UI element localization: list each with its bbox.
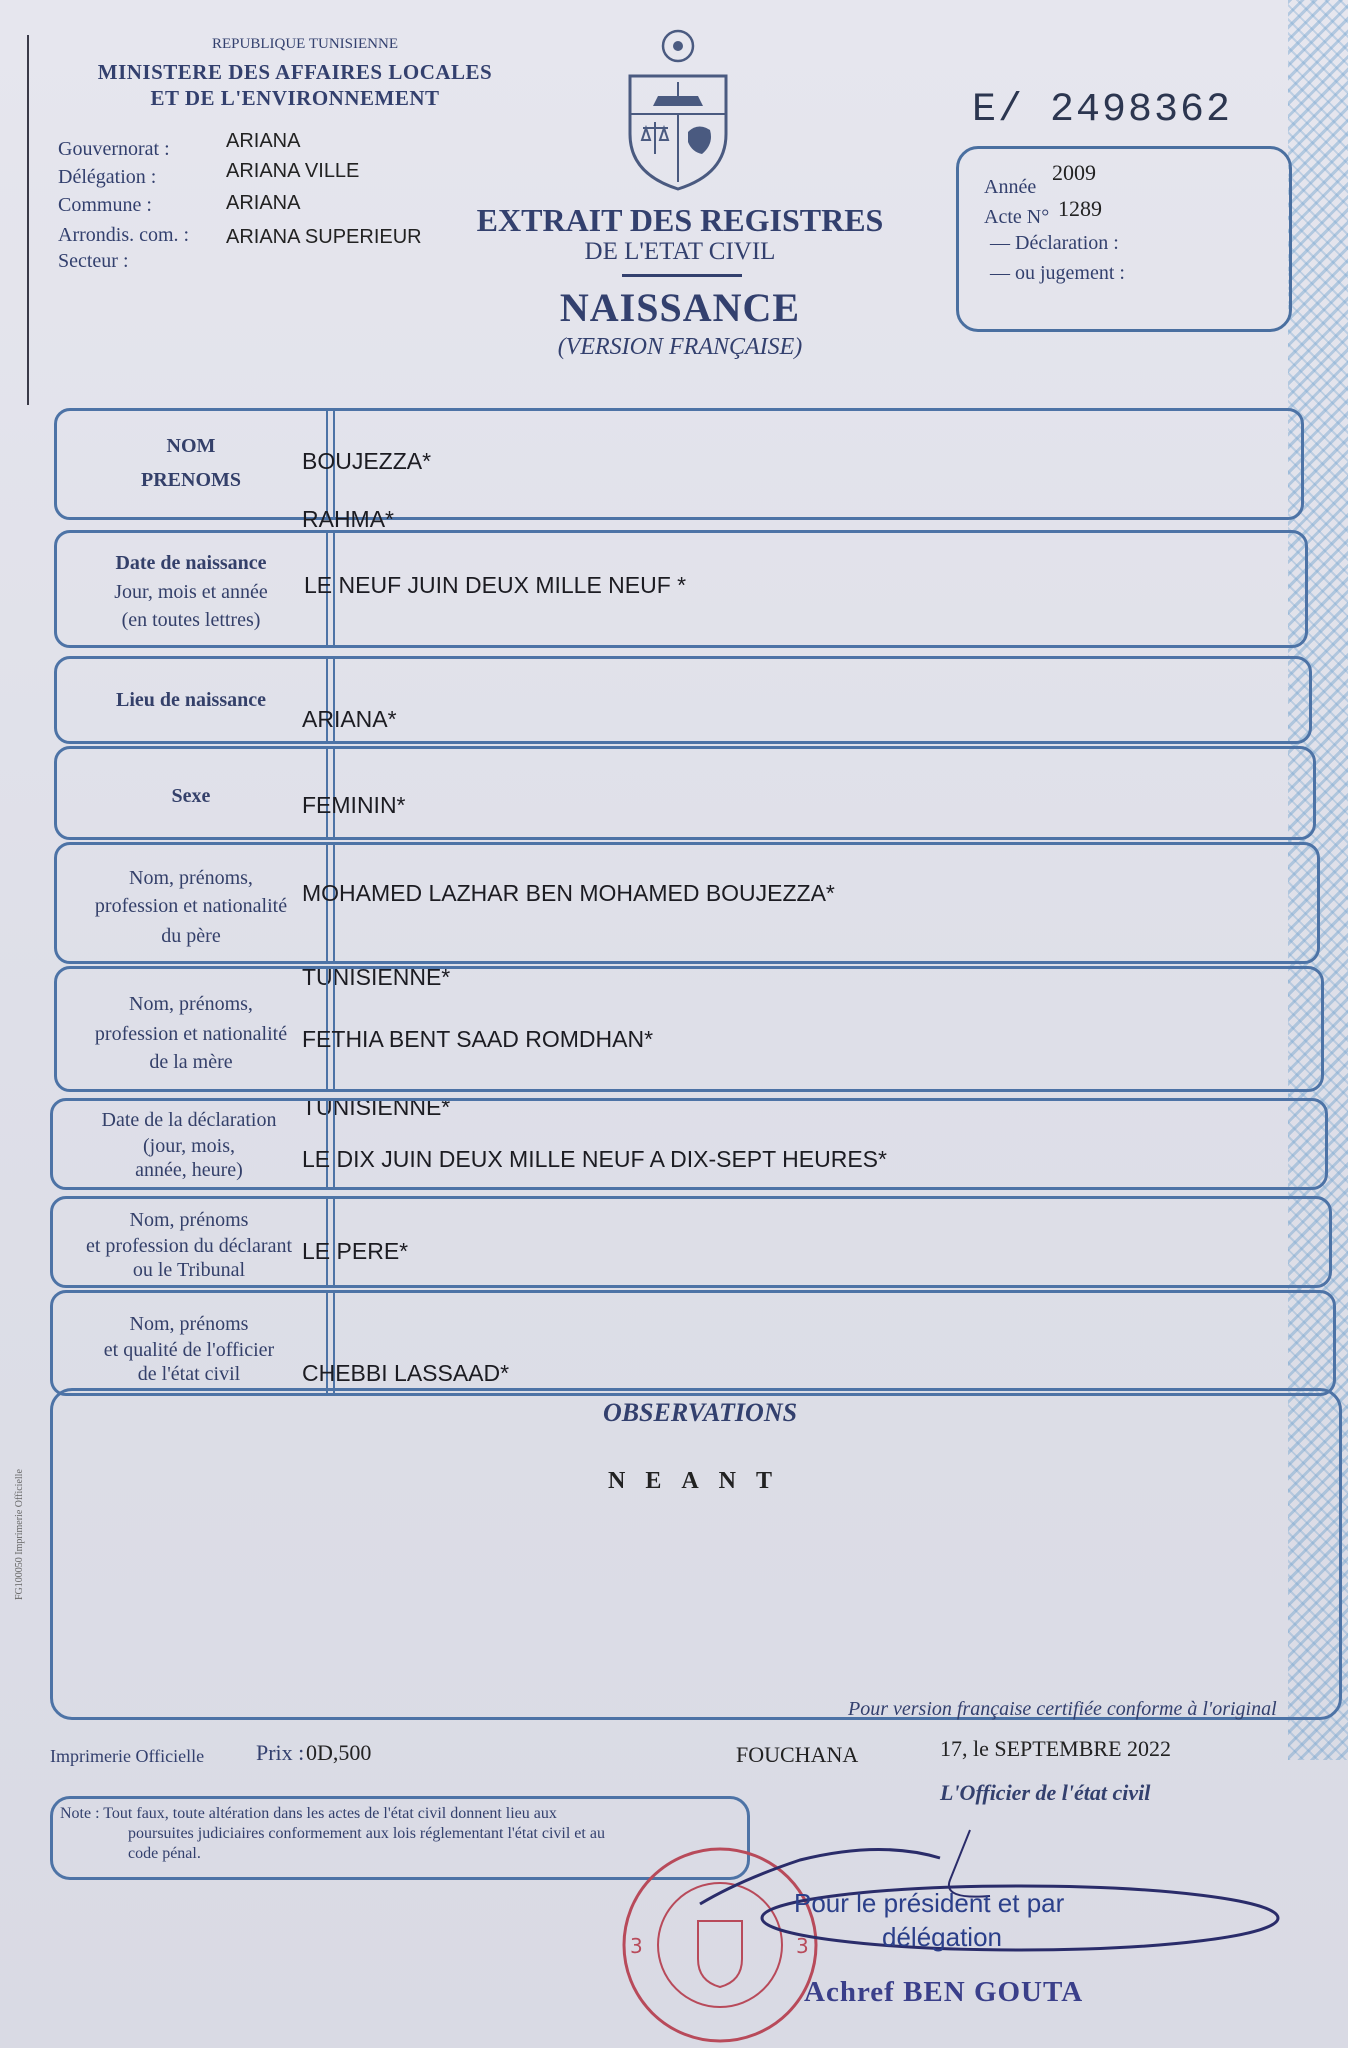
republic-heading: REPUBLIQUE TUNISIENNE bbox=[212, 36, 398, 52]
declaration-date-label-line1: Date de la déclaration bbox=[101, 1109, 277, 1131]
officier-label-line2: et qualité de l'officier bbox=[103, 1339, 275, 1361]
mere-label-line3: de la mère bbox=[149, 1051, 233, 1073]
ministry-heading-line2: ET DE L'ENVIRONNEMENT bbox=[150, 86, 440, 110]
arrondissement-label: Arrondis. com. : bbox=[58, 224, 190, 246]
note-prefix: Note : bbox=[60, 1805, 100, 1822]
observations-title: OBSERVATIONS bbox=[602, 1398, 798, 1427]
signatory-name: Achref BEN GOUTA bbox=[804, 1976, 1084, 2008]
title-rule bbox=[622, 274, 742, 277]
commune-label: Commune : bbox=[58, 194, 152, 216]
declarant-value: LE PERE* bbox=[302, 1238, 409, 1264]
margin-line bbox=[27, 35, 29, 405]
date-emission: 17, le SEPTEMBRE 2022 bbox=[940, 1736, 1172, 1761]
delegation-value: ARIANA VILLE bbox=[226, 160, 360, 182]
declaration-date-value: LE DIX JUIN DEUX MILLE NEUF A DIX-SEPT HEURES* bbox=[302, 1146, 887, 1172]
note-line2: poursuites judiciaires conformement aux lois réglementant l'état civil et au bbox=[128, 1825, 605, 1842]
sexe-value: FEMININ* bbox=[302, 792, 406, 818]
arrondissement-value: ARIANA SUPERIEUR bbox=[226, 226, 422, 248]
imprimerie-label: Imprimerie Officielle bbox=[50, 1746, 205, 1766]
dob-label: Date de naissance bbox=[115, 552, 267, 574]
prenoms-value: RAHMA* bbox=[302, 506, 395, 532]
nom-value: BOUJEZZA* bbox=[302, 448, 432, 474]
commune-value: ARIANA bbox=[226, 192, 301, 214]
declaration-date-label-line3: année, heure) bbox=[135, 1159, 243, 1181]
note-line3: code pénal. bbox=[128, 1845, 201, 1862]
stamp-number-left: 3 bbox=[630, 1934, 643, 1958]
pere-label-line1: Nom, prénoms, bbox=[129, 867, 253, 889]
jugement-label: — ou jugement : bbox=[990, 262, 1125, 284]
tunisia-coat-of-arms-icon bbox=[618, 24, 738, 194]
mere-value: FETHIA BENT SAAD ROMDHAN* bbox=[302, 1026, 654, 1052]
document-subtitle: DE L'ETAT CIVIL bbox=[584, 238, 776, 265]
pere-label-line2: profession et nationalité bbox=[94, 895, 288, 917]
annee-value: 2009 bbox=[1052, 160, 1096, 185]
declaration-label: — Déclaration : bbox=[990, 232, 1119, 254]
signature-line2: délégation bbox=[882, 1922, 1002, 1952]
prenoms-label: PRENOMS bbox=[141, 469, 241, 491]
row-divider bbox=[326, 1098, 335, 1190]
prix-value: 0D,500 bbox=[306, 1740, 372, 1765]
side-print: FG100050 Imprimerie Officielle bbox=[14, 1469, 25, 1600]
acte-value: 1289 bbox=[1058, 196, 1102, 221]
acte-label: Acte N° bbox=[984, 206, 1050, 228]
mere-label-line2: profession et nationalité bbox=[94, 1023, 288, 1045]
mere-nationalite: TUNISIENNE* bbox=[302, 1094, 451, 1120]
declarant-label-line2: et profession du déclarant bbox=[85, 1235, 293, 1257]
gouvernorat-value: ARIANA bbox=[226, 130, 301, 152]
delegation-label: Délégation : bbox=[58, 166, 157, 188]
pere-label-line3: du père bbox=[161, 925, 221, 947]
dob-label-note: (en toutes lettres) bbox=[121, 609, 261, 631]
nom-row bbox=[54, 408, 1304, 520]
gouvernorat-label: Gouvernorat : bbox=[58, 138, 170, 160]
officier-value: CHEBBI LASSAAD* bbox=[302, 1360, 510, 1386]
lieu-label: Lieu de naissance bbox=[115, 689, 267, 711]
pere-value: MOHAMED LAZHAR BEN MOHAMED BOUJEZZA* bbox=[302, 880, 835, 906]
dob-label-detail: Jour, mois et année bbox=[114, 581, 268, 603]
document-version: (VERSION FRANÇAISE) bbox=[557, 334, 803, 360]
prix-label: Prix : bbox=[256, 1740, 305, 1765]
declarant-label-line3: ou le Tribunal bbox=[132, 1259, 246, 1281]
serial-number: E/ 2498362 bbox=[972, 88, 1233, 133]
declarant-label-line1: Nom, prénoms bbox=[129, 1209, 249, 1231]
certification-text: Pour version française certifiée conforme à l'original bbox=[848, 1698, 1277, 1720]
note-line1: Tout faux, toute altération dans les actes de l'état civil donnent lieu aux bbox=[103, 1805, 557, 1822]
document-title: EXTRAIT DES REGISTRES bbox=[476, 202, 884, 238]
officier-label-line1: Nom, prénoms bbox=[129, 1313, 249, 1335]
ministry-heading-line1: MINISTERE DES AFFAIRES LOCALES bbox=[97, 60, 493, 84]
mere-label-line1: Nom, prénoms, bbox=[129, 993, 253, 1015]
declaration-date-label-line2: (jour, mois, bbox=[143, 1135, 235, 1157]
signature-line1: Pour le président et par bbox=[794, 1888, 1065, 1918]
sexe-label: Sexe bbox=[171, 785, 211, 807]
stamp-number-right: 3 bbox=[796, 1934, 809, 1958]
dob-value: LE NEUF JUIN DEUX MILLE NEUF * bbox=[304, 572, 687, 598]
lieu-value: ARIANA* bbox=[302, 706, 397, 732]
officier-label-line3: de l'état civil bbox=[137, 1363, 241, 1385]
officier-title: L'Officier de l'état civil bbox=[940, 1780, 1151, 1805]
observations-box bbox=[50, 1388, 1342, 1720]
lieu-emission: FOUCHANA bbox=[736, 1742, 859, 1767]
document-type: NAISSANCE bbox=[559, 285, 801, 330]
nom-label: NOM bbox=[166, 435, 216, 457]
observations-content: NEANT bbox=[607, 1468, 792, 1494]
secteur-label: Secteur : bbox=[58, 250, 129, 272]
annee-label: Année bbox=[984, 176, 1037, 198]
pere-nationalite: TUNISIENNE* bbox=[302, 964, 451, 990]
